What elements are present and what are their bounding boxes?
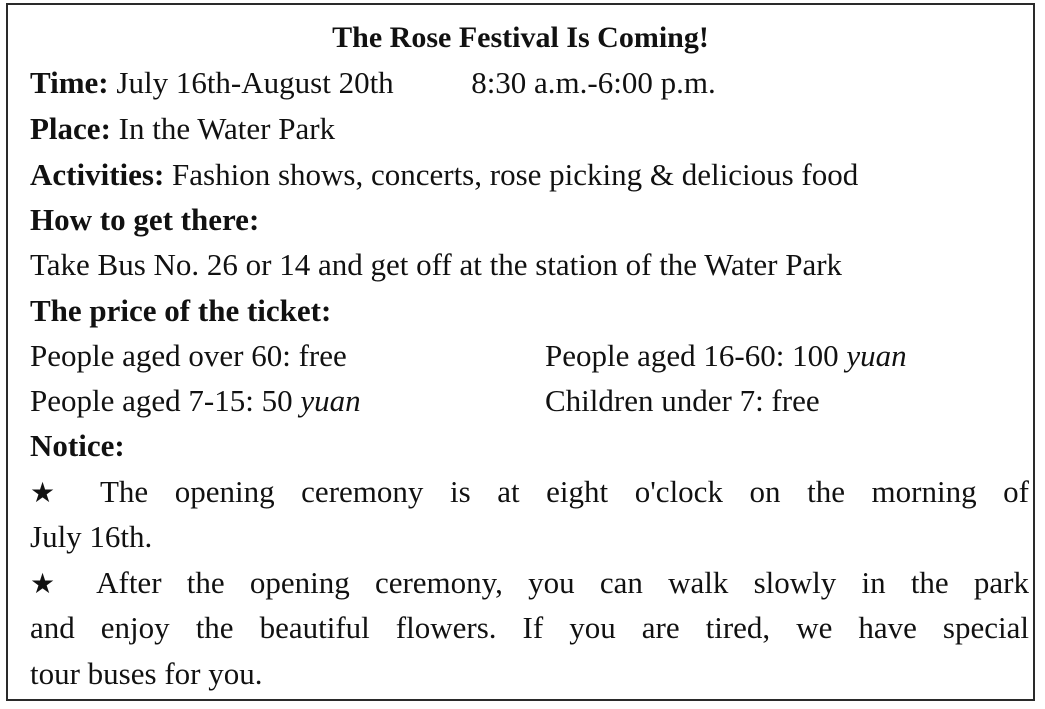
place-value: In the Water Park [118, 111, 336, 146]
price-7-15-text: People aged 7-15: 50 [30, 383, 301, 418]
price-under-7: Children under 7: free [545, 383, 820, 418]
place-row [30, 109, 335, 149]
notice-item-2-text-1: After the opening ceremony, you can walk slowly in the park [96, 565, 1029, 600]
notice-item-1-line-1 [30, 472, 1029, 514]
star-icon: ★ [30, 478, 74, 509]
activities-value: Fashion shows, concerts, rose picking & delicious food [172, 157, 859, 192]
place-label: Place: [30, 111, 111, 146]
notice-item-1-line-2: July 16th. [30, 519, 153, 554]
price-7-15-unit: yuan [300, 383, 361, 418]
notice-title: The Rose Festival Is Coming! [332, 21, 709, 54]
transport-label: How to get there: [30, 202, 260, 237]
price-16-60-unit: yuan [846, 338, 907, 373]
notice-item-2-line-2: and enjoy the beautiful flowers. If you are tired, we have special [30, 610, 1029, 645]
price-7-15 [30, 383, 361, 418]
notice-item-2-line-1 [30, 563, 1029, 605]
notice-item-2-line-3: tour buses for you. [30, 656, 263, 691]
activities-label: Activities: [30, 157, 165, 192]
time-row [30, 63, 716, 103]
star-icon: ★ [30, 569, 73, 600]
activities-row [30, 155, 858, 195]
price-row-1 [30, 336, 907, 376]
price-label: The price of the ticket: [30, 293, 332, 328]
notice-label: Notice: [30, 428, 125, 463]
time-label: Time: [30, 65, 109, 100]
price-over-60: People aged over 60: free [30, 338, 347, 373]
time-hours: 8:30 a.m.-6:00 p.m. [471, 65, 716, 100]
transport-value: Take Bus No. 26 or 14 and get off at the station of the Water Park [30, 247, 843, 282]
festival-notice-box [6, 3, 1035, 701]
notice-item-1-text-1: The opening ceremony is at eight o'clock on the morning of [99, 474, 1029, 509]
price-16-60 [545, 336, 907, 376]
price-16-60-text: People aged 16-60: 100 [545, 338, 847, 373]
price-row-2 [30, 381, 820, 421]
time-dates: July 16th-August 20th [116, 65, 394, 100]
